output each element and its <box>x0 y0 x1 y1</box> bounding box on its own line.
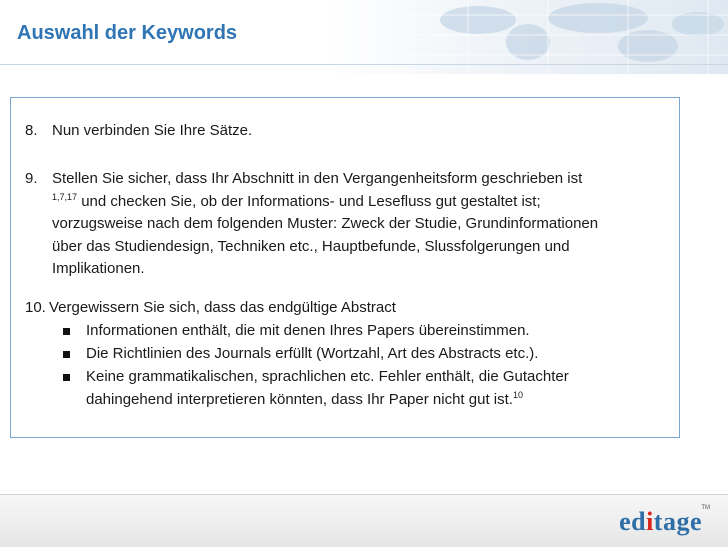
slide-title: Auswahl der Keywords <box>17 22 238 44</box>
item-text: Stellen Sie sicher, dass Ihr Abschnitt in den Vergangenheitsform geschrieben ist $^{1,7,17}$ und checken Sie, ob der Informations- und Lesefluss gut gestaltet ist; vorzugsweise nach dem folgenden Muster: Zweck der Studie, Grundinformationen über das Studiendesign, Techniken etc., Hauptbefunde, Slussfolgerungen und Implikationen. <box>52 170 599 277</box>
world-map-graphic <box>408 0 728 74</box>
item-number: 8. <box>25 122 38 139</box>
slide-header <box>0 0 728 74</box>
editage-logo: editage <box>619 507 702 536</box>
citation-superscript: 10 <box>512 389 523 400</box>
square-bullet-icon <box>63 351 70 358</box>
square-bullet-icon <box>63 374 70 381</box>
item-text: Nun verbinden Sie Ihre Sätze. <box>52 122 253 139</box>
item-text: Vergewissern Sie sich, dass das endgültige Abstract <box>49 299 396 316</box>
slide-footer <box>0 494 728 547</box>
citation-superscript: 1,7,17 <box>52 191 78 202</box>
item-number: 9. <box>25 170 38 187</box>
trademark-mark: TM <box>701 505 710 511</box>
header-divider <box>0 64 728 65</box>
square-bullet-icon <box>63 328 70 335</box>
item-number: 10. <box>25 299 46 316</box>
content-box: 8. Nun verbinden Sie Ihre Sätze. 9. Stellen Sie sicher, dass Ihr Abschnitt in den Vergangenheitsform geschrieben ist $^{1,7,17}$ und checken Sie, ob der Informations- und Lesefluss gut gestaltet ist; vorzugsweise nach dem folgenden Muster: Zweck der Studie, Grundinformationen über das Studiendesign, Techniken etc., Hauptbefunde, Slussfolgerungen und Implikationen. 10. Vergewissern Sie sich, dass das endgültige Abstract Informationen enthält, die mit denen Ihres Papers übereinstimmen. Die Richtlinien des Journals erfüllt (Wortzahl, Art des Abstracts etc.). Keine grammatikalischen, sprachlichen etc. Fehler enthält, die Gutachter dahingehend interpretieren könnten, dass Ihr Paper nicht gut ist.$^{10}$ <box>10 97 680 438</box>
